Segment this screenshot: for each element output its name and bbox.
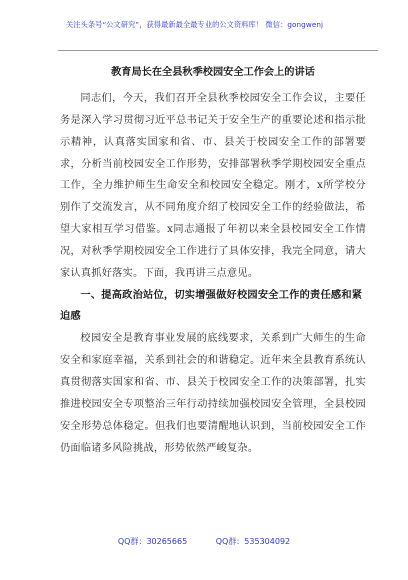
document-title: 教育局长在全县秋季校园安全工作会上的讲话: [111, 66, 315, 78]
footer-qq-group-2: QQ群：535304092: [215, 537, 291, 546]
footer-qq-group-1: QQ群：30265665: [117, 537, 188, 546]
section-heading-1: 一、提高政治站位，切实增强做好校园安全工作的责任感和紧迫感: [60, 288, 363, 323]
header-divider: [58, 50, 378, 51]
paragraph-section-1: 校园安全是教育事业发展的底线要求，关系到广大师生的生命安全和家庭幸福，关系到社会的和谐稳定。近年来全县教育系统认真贯彻落实国家和省、市、县关于校园安全工作的决策部署，扎实推进校园安全专项整治三年行动持续加强校园安全管理，全县校园安全形势总体稳定。但我们也要清醒地认识到，当前校园安全工作仍面临诸多风险挑战，形势依然严峻复杂。: [60, 333, 366, 454]
footer-contact: [0, 536, 408, 547]
header-notice: 关注头条号“公文研究”，获得最新最全最专业的公文资料库！ 微信：gongwenj: [66, 20, 324, 29]
paragraph-opening: 同志们，今天，我们召开全县秋季校园安全工作会议，主要任务是深入学习贯彻习近平总书记关于安全生产的重要论述和指示批示精神，认真落实国家和省、市、县关于校园安全工作的部署要求，分析当前校园安全工作形势，安排部署秋季学期校园安全重点工作，全力维护师生生命安全和校园安全稳定。刚才，x所学校分别作了交流发言，从不同角度介绍了校园安全工作的经验做法，希望大家相互学习借鉴。x同志通报了年初以来全县校园安全工作情况，对秋季学期校园安全工作进行了具体安排，我完全同意，请大家认真抓好落实。下面，我再讲三点意见。: [60, 93, 366, 279]
document-body: [60, 88, 366, 459]
